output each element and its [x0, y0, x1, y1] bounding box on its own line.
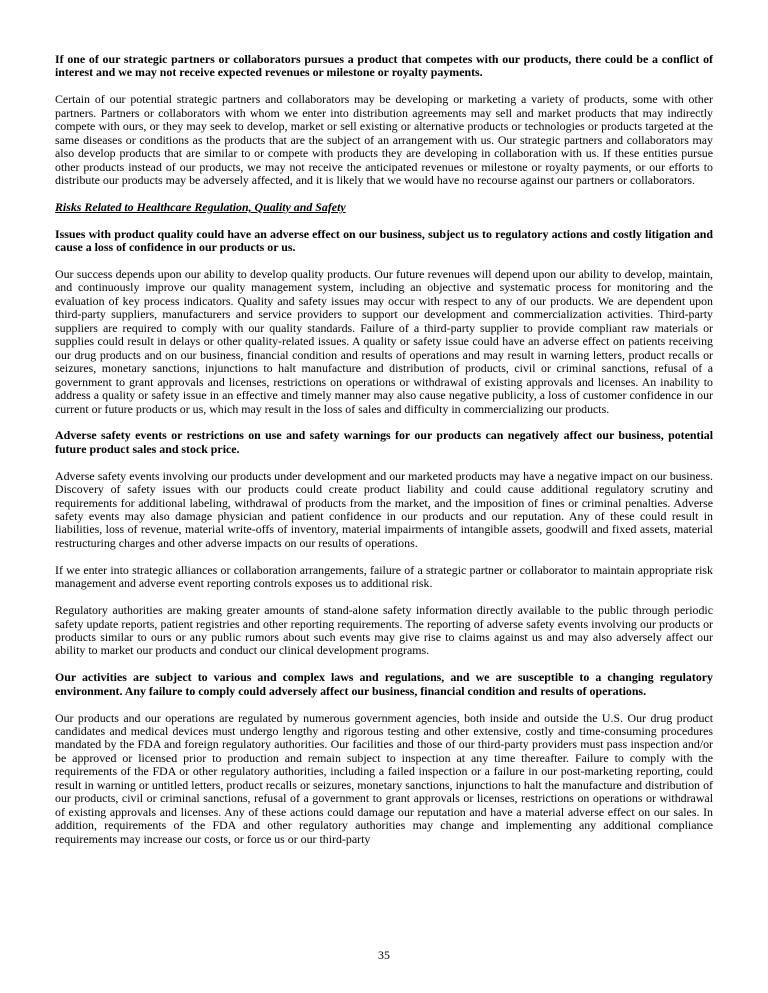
risk-heading-paragraph: Adverse safety events or restrictions on use and safety warnings for our products can negatively affect our business, potential future product sales and stock price.: [55, 428, 713, 456]
risk-heading-paragraph: If one of our strategic partners or collaborators pursues a product that competes with our products, there could be a conflict of interest and we may not receive expected revenues or milestone or royalty payments.: [55, 52, 713, 80]
risk-heading-paragraph: Issues with product quality could have an adverse effect on our business, subject us to regulatory actions and costly litigation and cause a loss of confidence in our products or us.: [55, 226, 713, 255]
body-paragraph: Regulatory authorities are making greater amounts of stand-alone safety information directly available to the public through periodic safety update reports, patient registries and other reporting requirements. The reporting of adverse safety events involving our products or products similar to ours or any public rumors about such events may give rise to claims against us and may also adversely affect our ability to market our products and conduct our clinical development programs.: [55, 603, 713, 658]
body-paragraph: Certain of our potential strategic partners and collaborators may be developing or marketing a variety of products, some with other partners. Partners or collaborators with whom we enter into distribution agreements may sell and market products that may indirectly compete with ours, or they may seek to develop, market or sell existing or alternative products or technologies or products targeted at the same diseases or conditions as the products that are the subject of an arrangement with us. Our strategic partners and collaborators may also develop products that are similar to or compete with products they are developing in collaboration with us. If these entities pursue other products instead of our products, we may not receive the anticipated revenues or milestone or royalty payments, or our efforts to distribute our products may be adversely affected, and it is likely that we would have no recourse against our partners or collaborators.: [55, 92, 713, 188]
body-paragraph: Our success depends upon our ability to develop quality products. Our future revenues will depend upon our ability to develop, maintain, and continuously improve our quality management system, including an objective and systematic process for monitoring and the evaluation of key process indicators. Quality and safety issues may occur with respect to any of our products. We are dependent upon third-party suppliers, manufacturers and service providers to support our development and commercialization activities. Third-party suppliers are required to comply with our quality standards. Failure of a third-party supplier to provide compliant raw materials or supplies could result in delays or other quality-related issues. A quality or safety issue could have an adverse effect on patients receiving our drug products and on our business, financial condition and results of operations and may result in warning letters, product recalls or seizures, monetary sanctions, injunctions to halt manufacture and distribution of products, civil or criminal sanctions, refusal of a government to grant approvals and licenses, restrictions on operations or withdrawal of existing approvals and licenses. An inability to address a quality or safety issue in an effective and timely manner may also cause negative publicity, a loss of customer confidence in our current or future products or us, which may result in the loss of sales and difficulty in commercializing our products.: [55, 267, 713, 416]
body-paragraph: Our products and our operations are regulated by numerous government agencies, both inside and outside the U.S. Our drug product candidates and medical devices must undergo lengthy and rigorous testing and other extensive, costly and time-consuming procedures mandated by the FDA and foreign regulatory authorities. Our facilities and those of our third-party providers must pass inspection and/or be approved or licensed prior to production and remain subject to inspection at any time thereafter. Failure to comply with the requirements of the FDA or other regulatory authorities, including a failed inspection or a failure in our post-marketing reporting, could result in warning or untitled letters, product recalls or seizures, monetary sanctions, injunctions to halt the manufacture and distribution of our products, civil or criminal sanctions, refusal of a government to grant approvals or licenses, restrictions on operations or withdrawal of existing approvals and licenses. Any of these actions could damage our reputation and have a material adverse effect on our sales. In addition, requirements of the FDA and other regulatory authorities may change and implementing any additional compliance requirements may increase our costs, or force us or our third-party: [55, 710, 713, 846]
body-paragraph: Adverse safety events involving our products under development and our marketed products may have a negative impact on our business. Discovery of safety issues with our products could create product liability and could cause additional regulatory scrutiny and requirements for additional labeling, withdrawal of products from the market, and the imposition of fines or criminal penalties. Adverse safety events may also damage physician and patient confidence in our products and our reputation. Any of these could result in liabilities, loss of revenue, material write-offs of inventory, material impairments of intangible assets, goodwill and fixed assets, material restructuring charges and other adverse impacts on our results of operations.: [55, 468, 713, 550]
page-number: 35: [378, 948, 390, 962]
body-paragraph: If we enter into strategic alliances or collaboration arrangements, failure of a strategic partner or collaborator to maintain appropriate risk management and adverse event reporting controls exposes us to additional risk.: [55, 562, 713, 591]
section-heading: Risks Related to Healthcare Regulation, Quality and Safety: [55, 199, 346, 214]
risk-heading-paragraph: Our activities are subject to various and complex laws and regulations, and we are susceptible to a changing regulatory environment. Any failure to comply could adversely affect our business, financial condition and results of operations.: [55, 670, 713, 698]
